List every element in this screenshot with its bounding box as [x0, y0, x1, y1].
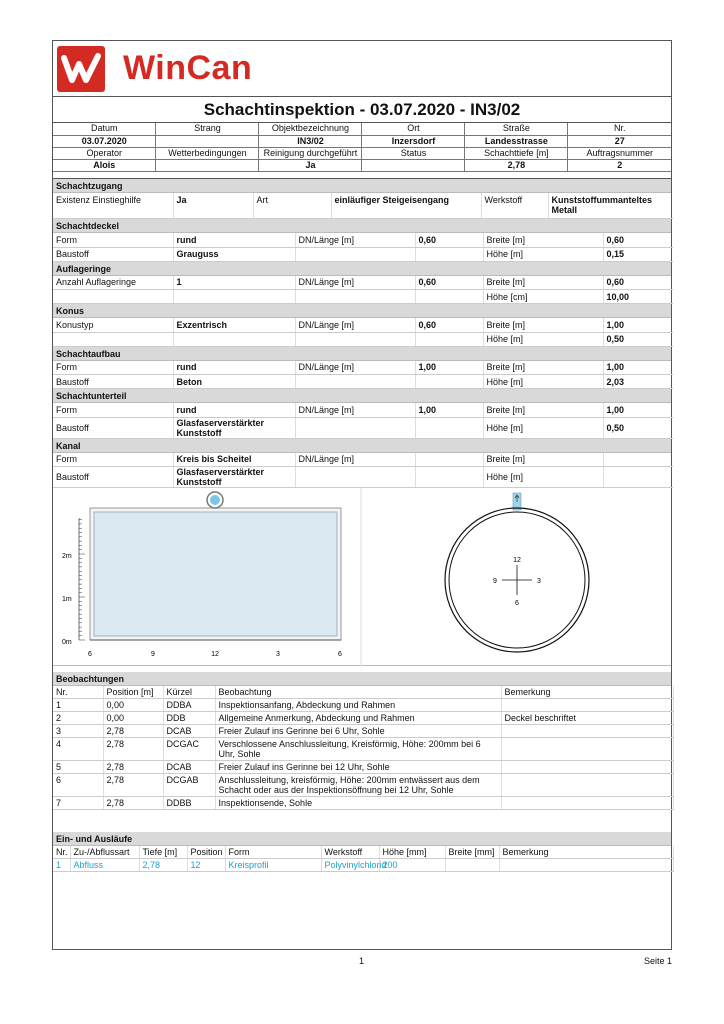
figures-area [53, 488, 671, 666]
table-cell: 3 [53, 725, 103, 738]
field-value [415, 417, 483, 438]
field-value [173, 332, 295, 346]
field-value: 0,50 [603, 417, 673, 438]
field-value: Kreis bis Scheitel [173, 453, 295, 467]
column-header: Kürzel [163, 686, 215, 699]
meta-value: Landesstrasse [465, 135, 568, 147]
table-cell: DCGAC [163, 738, 215, 761]
field-label: Höhe [cm] [483, 290, 603, 304]
field-value: Beton [173, 375, 295, 389]
table-cell: 2,78 [139, 859, 187, 872]
field-label: Baustoff [53, 375, 173, 389]
table-cell [501, 797, 673, 810]
field-label [295, 290, 415, 304]
field-label [53, 290, 173, 304]
section-header-schachtaufbau: Schachtaufbau [53, 347, 671, 361]
meta-value: 03.07.2020 [53, 135, 156, 147]
section-header-beobachtungen: Beobachtungen [53, 672, 671, 686]
field-value: 0,60 [415, 276, 483, 290]
field-value: 0,60 [603, 276, 673, 290]
y-tick: 1m [62, 596, 72, 603]
schachtunterteil-table [53, 403, 673, 439]
field-value: 1 [173, 276, 295, 290]
field-value [173, 290, 295, 304]
table-cell: Inspektionsende, Sohle [215, 797, 501, 810]
field-value [415, 375, 483, 389]
section-header-auflageringe: Auflageringe [53, 262, 671, 276]
meta-table [53, 123, 671, 172]
table-row [53, 761, 673, 774]
x-tick: 9 [151, 651, 155, 658]
section-header-einauslaeufe: Ein- und Ausläufe [53, 832, 671, 846]
field-value: Kunststoffummanteltes Metall [548, 193, 673, 219]
field-label: Baustoff [53, 467, 173, 488]
field-label: Breite [m] [483, 276, 603, 290]
field-label: Baustoff [53, 247, 173, 261]
meta-label: Objektbezeichnung [259, 123, 362, 135]
field-label: Form [53, 453, 173, 467]
schachtaufbau-table [53, 361, 673, 390]
column-header: Bemerkung [501, 686, 673, 699]
table-cell [501, 738, 673, 761]
page-label: Seite 1 [643, 956, 672, 966]
konus-table [53, 318, 673, 347]
field-value: 1,00 [603, 318, 673, 332]
meta-value: IN3/02 [259, 135, 362, 147]
field-value [415, 332, 483, 346]
field-value: 1,00 [415, 361, 483, 375]
column-header: Tiefe [m] [139, 846, 187, 859]
field-value: Exzentrisch [173, 318, 295, 332]
field-value [603, 467, 673, 488]
field-value: 10,00 [603, 290, 673, 304]
page-title: Schachtinspektion - 03.07.2020 - IN3/02 [53, 97, 671, 123]
component-sections [53, 219, 671, 488]
table-cell: Deckel beschriftet [501, 712, 673, 725]
table-cell: 0,00 [103, 712, 163, 725]
field-label: Höhe [m] [483, 375, 603, 389]
field-value: 1,00 [415, 403, 483, 417]
field-label: Form [53, 233, 173, 247]
table-cell: 1 [53, 859, 70, 872]
field-value: 1,00 [603, 361, 673, 375]
meta-label: Ort [362, 123, 465, 135]
field-label: DN/Länge [m] [295, 361, 415, 375]
meta-label: Wetterbedingungen [156, 147, 259, 159]
column-header: Form [225, 846, 321, 859]
header-logo-row [53, 41, 671, 97]
column-header: Nr. [53, 846, 70, 859]
table-cell: 0,00 [103, 699, 163, 712]
meta-label: Operator [53, 147, 156, 159]
table-cell: DCGAB [163, 774, 215, 797]
field-value [415, 247, 483, 261]
column-header: Höhe [mm] [379, 846, 445, 859]
section-header-konus: Konus [53, 304, 671, 318]
field-label: Höhe [m] [483, 332, 603, 346]
field-label: Konustyp [53, 318, 173, 332]
spacer [53, 172, 671, 179]
field-label: Baustoff [53, 417, 173, 438]
field-value: 0,60 [415, 233, 483, 247]
field-label: DN/Länge [m] [295, 453, 415, 467]
clock-label: 3 [537, 578, 541, 585]
schachtdeckel-table [53, 233, 673, 262]
table-cell: 2,78 [103, 761, 163, 774]
report-page [52, 40, 672, 950]
table-cell [501, 699, 673, 712]
meta-label: Datum [53, 123, 156, 135]
field-value [415, 290, 483, 304]
field-label: Art [253, 193, 331, 219]
column-header: Werkstoff [321, 846, 379, 859]
schachtzugang-table [53, 193, 673, 220]
field-value: Ja [173, 193, 253, 219]
field-label: DN/Länge [m] [295, 233, 415, 247]
meta-label: Strang [156, 123, 259, 135]
table-row [53, 699, 673, 712]
field-label: DN/Länge [m] [295, 276, 415, 290]
field-label: Breite [m] [483, 361, 603, 375]
wincan-logo-icon [57, 46, 105, 92]
column-header: Position [m] [103, 686, 163, 699]
section-header-schachtunterteil: Schachtunterteil [53, 389, 671, 403]
table-cell [445, 859, 499, 872]
x-tick: 6 [338, 651, 342, 658]
table-cell: Anschlussleitung, kreisförmig, Höhe: 200mm entwässert aus dem Schacht oder aus der Inspektionsöffnung bei 12 Uhr, Sohle [215, 774, 501, 797]
table-cell: 4 [53, 738, 103, 761]
meta-value: Alois [53, 159, 156, 171]
field-label: DN/Länge [m] [295, 318, 415, 332]
field-value: rund [173, 233, 295, 247]
table-cell: 200 [379, 859, 445, 872]
field-value: einläufiger Steigeisengang [331, 193, 481, 219]
table-cell: Freier Zulauf ins Gerinne bei 12 Uhr, Sohle [215, 761, 501, 774]
clock-label: 6 [515, 600, 519, 607]
field-value: 0,60 [415, 318, 483, 332]
column-header: Beobachtung [215, 686, 501, 699]
meta-value [156, 159, 259, 171]
column-header: Breite [mm] [445, 846, 499, 859]
table-cell [501, 774, 673, 797]
cover-dot [210, 495, 220, 505]
table-row [53, 774, 673, 797]
field-label: Werkstoff [481, 193, 548, 219]
field-label: Breite [m] [483, 233, 603, 247]
field-label [295, 332, 415, 346]
field-label: Höhe [m] [483, 467, 603, 488]
column-header: Zu-/Abflussart [70, 846, 139, 859]
meta-label: Straße [465, 123, 568, 135]
table-cell: Polyvinylchlorid [321, 859, 379, 872]
table-cell: 12 [187, 859, 225, 872]
column-header: Bemerkung [499, 846, 673, 859]
table-cell: Kreisprofil [225, 859, 321, 872]
table-cell: 2,78 [103, 774, 163, 797]
table-cell [501, 725, 673, 738]
field-value: Glasfaserverstärkter Kunststoff [173, 467, 295, 488]
table-cell: 2,78 [103, 738, 163, 761]
table-row [53, 859, 673, 872]
table-cell: 2,78 [103, 725, 163, 738]
table-cell: DDBB [163, 797, 215, 810]
page-number: 1 [359, 956, 365, 966]
ruler-ticks [79, 520, 85, 640]
shaft-profile-figure [62, 492, 342, 658]
table-cell: 2 [53, 712, 103, 725]
field-value: Grauguss [173, 247, 295, 261]
field-label [295, 375, 415, 389]
field-value: 0,60 [603, 233, 673, 247]
table-cell: Inspektionsanfang, Abdeckung und Rahmen [215, 699, 501, 712]
logo-text: WinCan [123, 49, 253, 87]
x-tick: 6 [88, 651, 92, 658]
meta-value: 2,78 [465, 159, 568, 171]
meta-label: Reinigung durchgeführt [259, 147, 362, 159]
meta-value [362, 159, 465, 171]
x-tick: 3 [276, 651, 280, 658]
column-header: Position [187, 846, 225, 859]
table-cell: 7 [53, 797, 103, 810]
table-cell: 5 [53, 761, 103, 774]
field-value [603, 453, 673, 467]
meta-value: Ja [259, 159, 362, 171]
meta-label: Auftragsnummer [568, 147, 671, 159]
field-label: Form [53, 361, 173, 375]
shaft-diagrams [53, 488, 673, 666]
field-label [295, 417, 415, 438]
auflageringe-table [53, 276, 673, 305]
field-label: Form [53, 403, 173, 417]
y-tick: 0m [62, 639, 72, 646]
table-cell [501, 761, 673, 774]
field-value: Glasfaserverstärkter Kunststoff [173, 417, 295, 438]
field-label [53, 332, 173, 346]
table-cell: 1 [53, 699, 103, 712]
table-row [53, 797, 673, 810]
spacer [53, 810, 671, 832]
table-cell: DDB [163, 712, 215, 725]
clock-label: 9 [493, 578, 497, 585]
meta-label: Schachttiefe [m] [465, 147, 568, 159]
inlets-outlets-table [53, 846, 674, 872]
x-tick: 12 [211, 651, 219, 658]
field-label: DN/Länge [m] [295, 403, 415, 417]
meta-value: Inzersdorf [362, 135, 465, 147]
kanal-table [53, 453, 673, 489]
column-header: Nr. [53, 686, 103, 699]
field-value: rund [173, 403, 295, 417]
table-cell: DCAB [163, 761, 215, 774]
field-label: Breite [m] [483, 403, 603, 417]
field-value: 2,03 [603, 375, 673, 389]
table-row [53, 712, 673, 725]
field-value [415, 453, 483, 467]
field-value: rund [173, 361, 295, 375]
table-cell: 2,78 [103, 797, 163, 810]
table-row [53, 725, 673, 738]
section-header-kanal: Kanal [53, 439, 671, 453]
section-header-schachtzugang: Schachtzugang [53, 179, 671, 193]
field-label [295, 247, 415, 261]
meta-value: 2 [568, 159, 671, 171]
field-label [295, 467, 415, 488]
table-cell: Freier Zulauf ins Gerinne bei 6 Uhr, Sohle [215, 725, 501, 738]
table-row [53, 738, 673, 761]
field-value: 0,15 [603, 247, 673, 261]
field-label: Breite [m] [483, 453, 603, 467]
field-label: Höhe [m] [483, 417, 603, 438]
meta-value: 27 [568, 135, 671, 147]
meta-label: Nr. [568, 123, 671, 135]
table-cell: DDBA [163, 699, 215, 712]
observations-table [53, 686, 674, 810]
y-tick: 2m [62, 553, 72, 560]
table-cell: DCAB [163, 725, 215, 738]
field-label: Höhe [m] [483, 247, 603, 261]
meta-value [156, 135, 259, 147]
section-header-schachtdeckel: Schachtdeckel [53, 219, 671, 233]
shaft-plan-figure [445, 493, 589, 652]
table-cell: Allgemeine Anmerkung, Abdeckung und Rahmen [215, 712, 501, 725]
field-label: Anzahl Auflageringe [53, 276, 173, 290]
table-cell [499, 859, 673, 872]
clock-label: 12 [513, 557, 521, 564]
field-value: 0,50 [603, 332, 673, 346]
table-cell: Abfluss [70, 859, 139, 872]
table-cell: 6 [53, 774, 103, 797]
field-label: Existenz Einstieghilfe [53, 193, 173, 219]
field-label: Breite [m] [483, 318, 603, 332]
field-value: 1,00 [603, 403, 673, 417]
meta-label: Status [362, 147, 465, 159]
field-value [415, 467, 483, 488]
table-cell: Verschlossene Anschlussleitung, Kreisförmig, Höhe: 200mm bei 6 Uhr, Sohle [215, 738, 501, 761]
